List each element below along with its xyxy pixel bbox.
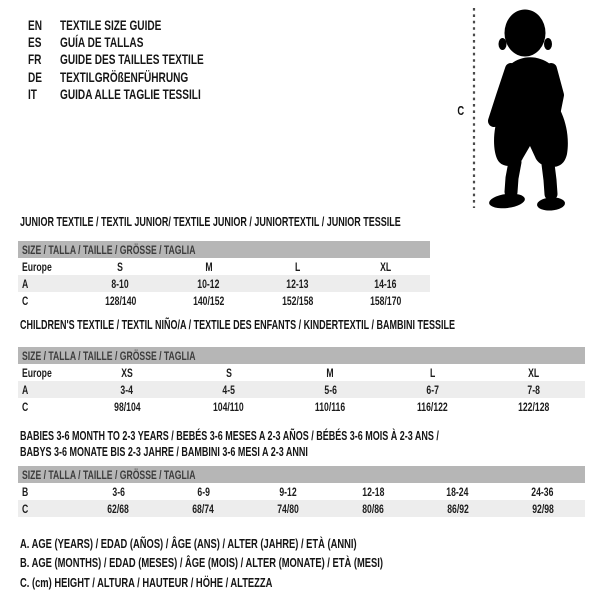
size-cell: 14-16	[374, 276, 397, 291]
size-cell: 5-6	[324, 382, 337, 397]
size-header-label: SIZE / TALLA / TAILLE / GRÖSSE / TAGLIA	[22, 348, 196, 363]
language-row	[28, 51, 260, 68]
language-title-list	[28, 16, 260, 103]
table-row	[18, 364, 585, 381]
table-row	[18, 398, 585, 415]
size-cell: 98/104	[113, 399, 141, 414]
size-cell: 9-12	[279, 484, 297, 499]
row-label: A	[22, 276, 29, 291]
size-cell: 18-24	[446, 484, 469, 499]
table-rows	[18, 364, 585, 415]
table-row	[18, 258, 430, 275]
table-junior-textile	[18, 215, 430, 309]
size-cell: 140/152	[193, 293, 225, 308]
size-cell: 3-6	[112, 484, 125, 499]
table-row	[18, 500, 585, 517]
size-cell: 8-10	[111, 276, 129, 291]
guide-title: TEXTILE SIZE GUIDE	[60, 16, 162, 33]
size-cell: L	[429, 365, 435, 380]
size-cell: 104/110	[213, 399, 245, 414]
size-cell: 116/122	[416, 399, 448, 414]
height-figure	[450, 0, 600, 215]
footnotes	[20, 534, 524, 592]
table-rows	[18, 258, 430, 309]
height-dashed-line	[472, 8, 476, 208]
table-row	[18, 275, 430, 292]
footnote-a: A. AGE (YEARS) / EDAD (AÑOS) / ÂGE (ANS) / ALTER (JAHRE) / ETÀ (ANNI)	[20, 536, 357, 552]
size-cell: XL	[528, 365, 540, 380]
size-header-bar	[18, 466, 585, 483]
row-label: A	[22, 382, 29, 397]
table-childrens-textile	[18, 318, 585, 415]
size-cell: L	[294, 259, 300, 274]
size-cell: XL	[380, 259, 392, 274]
size-cell: 4-5	[222, 382, 235, 397]
size-cell: 7-8	[527, 382, 541, 397]
row-label: C	[22, 501, 29, 516]
size-cell: 62/68	[107, 501, 130, 516]
row-label: Europe	[22, 259, 52, 274]
size-header-bar	[18, 241, 430, 258]
size-cell: 122/128	[518, 399, 550, 414]
table-title: JUNIOR TEXTILE / TEXTIL JUNIOR/ TEXTILE JUNIOR / JUNIORTEXTIL / JUNIOR TESSILE	[20, 215, 401, 229]
size-cell: 68/74	[192, 501, 215, 516]
table-title: CHILDREN'S TEXTILE / TEXTIL NIÑO/A / TEXTILE DES ENFANTS / KINDERTEXTIL / BAMBINI TESSILE	[20, 318, 456, 332]
table-babies-textile	[18, 428, 585, 517]
size-cell: XS	[121, 365, 133, 380]
guide-title: GUÍA DE TALLAS	[60, 34, 144, 51]
size-cell: 74/80	[277, 501, 299, 516]
language-row	[28, 16, 260, 33]
footnote-b: B. AGE (MONTHS) / EDAD (MESES) / ÂGE (MOIS) / ALTER (MONATE) / ETÀ (MESI)	[20, 555, 383, 571]
language-row	[28, 68, 260, 85]
size-cell: 92/98	[531, 501, 554, 516]
baby-silhouette-icon	[484, 2, 596, 214]
footnote-c: C. (cm) HEIGHT / ALTURA / HAUTEUR / HÖHE / ALTEZZA	[20, 574, 273, 590]
size-cell: S	[117, 259, 124, 274]
row-label: C	[22, 399, 29, 414]
row-label: Europe	[22, 365, 52, 380]
size-cell: 128/140	[104, 293, 136, 308]
table-title-line-2: BABYS 3-6 MONATE BIS 2-3 JAHRE / BAMBINI 3-6 MESI A 2-3 ANNI	[20, 445, 308, 459]
language-code: IT	[28, 86, 37, 103]
table-rows	[18, 483, 585, 517]
size-cell: 80/86	[362, 501, 384, 516]
size-cell: 12-13	[286, 276, 309, 291]
language-row	[28, 86, 260, 103]
size-cell: M	[205, 259, 213, 274]
language-code: FR	[28, 51, 42, 68]
size-cell: 6-7	[426, 382, 439, 397]
size-cell: 3-4	[120, 382, 134, 397]
size-cell: 152/158	[281, 293, 313, 308]
size-cell: 24-36	[531, 484, 554, 499]
guide-title: GUIDE DES TAILLES TEXTILE	[60, 51, 204, 68]
size-cell: 86/92	[446, 501, 469, 516]
size-cell: 10-12	[197, 276, 220, 291]
row-label: B	[22, 484, 29, 499]
size-header-label: SIZE / TALLA / TAILLE / GRÖSSE / TAGLIA	[22, 242, 196, 257]
language-code: ES	[28, 34, 42, 51]
size-header-bar	[18, 347, 585, 364]
size-header-label: SIZE / TALLA / TAILLE / GRÖSSE / TAGLIA	[22, 467, 196, 482]
size-cell: S	[225, 365, 232, 380]
size-cell: 6-9	[196, 484, 210, 499]
guide-title: TEXTILGRÖßENFÜHRUNG	[60, 68, 189, 85]
size-cell: M	[326, 365, 335, 380]
language-code: EN	[28, 16, 43, 33]
row-label: C	[22, 293, 29, 308]
table-title-line-1: BABIES 3-6 MONTH TO 2-3 YEARS / BEBÉS 3-6 MESES A 2-3 AÑOS / BÉBÉS 3-6 MOIS À 2-3 ANS /	[20, 429, 439, 443]
table-row	[18, 292, 430, 309]
table-row	[18, 381, 585, 398]
language-code: DE	[28, 68, 43, 85]
language-row	[28, 33, 260, 50]
height-measure-label: C	[457, 103, 465, 118]
size-cell: 158/170	[370, 293, 402, 308]
table-row	[18, 483, 585, 500]
size-cell: 12-18	[361, 484, 384, 499]
size-cell: 110/116	[315, 399, 346, 414]
guide-title: GUIDA ALLE TAGLIE TESSILI	[60, 86, 201, 103]
